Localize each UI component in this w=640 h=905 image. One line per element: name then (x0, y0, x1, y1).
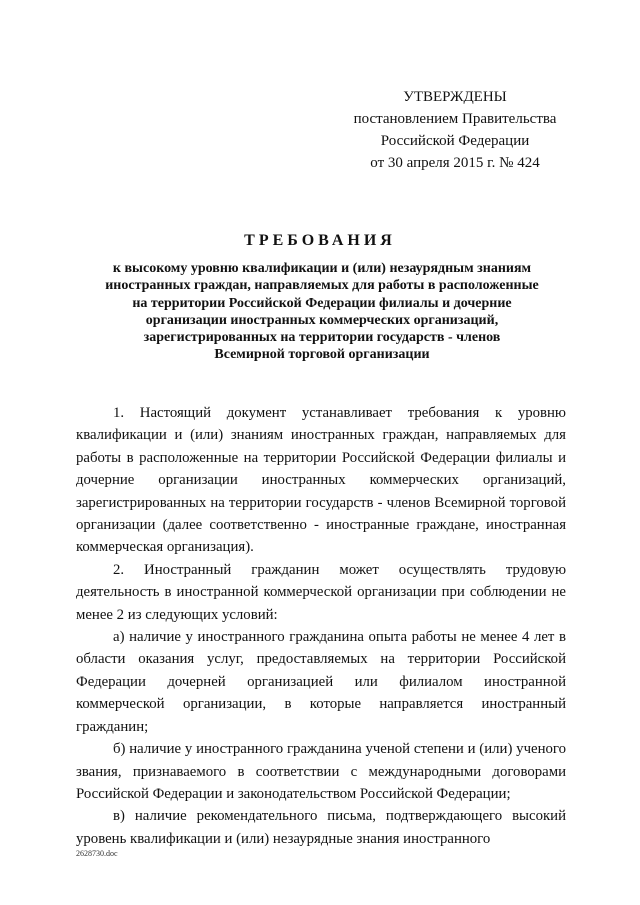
subtitle-line: Всемирной торговой организации (214, 347, 430, 363)
paragraph-2c: в) наличие рекомендательного письма, подтверждающего высокий уровень квалификации и (или) незаурядные знания иностранного (76, 808, 566, 847)
subtitle-line: к высокому уровню квалификации и (или) незаурядным знаниям (112, 261, 532, 276)
approval-heading: УТВЕРЖДЕНЫ (403, 89, 507, 105)
paragraph-2: 2. Иностранный гражданин может осуществлять трудовую деятельность в иностранной коммерческой организации при соблюдении не менее 2 из следующих условий: (76, 561, 566, 623)
approval-line-1: постановлением Правительства (353, 111, 557, 127)
subtitle-line: организации иностранных коммерческих организаций, (145, 312, 499, 328)
subtitle-line: иностранных граждан, направляемых для работы в расположенные (105, 278, 539, 294)
approval-block (340, 86, 570, 174)
subtitle-line: на территории Российской Федерации филиалы и дочерние (132, 295, 512, 311)
approval-line-2: Российской Федерации (380, 133, 530, 149)
paragraph-1: 1. Настоящий документ устанавливает требования к уровню квалификации и (или) знаниям иностранных граждан, направляемых для работы в расположенные на территории Российской Федерации филиалы и дочерние организации иностранных коммерческих организаций, зарегистрированных на территории государств - членов Всемирной торговой организации (далее соответственно - иностранные граждане, иностранная коммерческая организация). (76, 405, 566, 556)
footer-doc-code: 2628730.doc (76, 849, 118, 858)
paragraph-2a: а) наличие у иностранного гражданина опыта работы не менее 4 лет в области оказания услуг, предоставляемых на территории Российской Федерации дочерней организацией или филиалом иностранной коммерческой организации, в которые направляется иностранный гражданин; (76, 629, 566, 735)
document-subtitle (72, 260, 572, 364)
subtitle-line: зарегистрированных на территории государств - членов (143, 330, 501, 346)
paragraph-2b: б) наличие у иностранного гражданина ученой степени и (или) ученого звания, признаваемого в соответствии с международными договорами Российской Федерации и законодательством Российской Федерации; (76, 741, 566, 802)
document-body (76, 402, 566, 850)
document-title: ТРЕБОВАНИЯ (244, 232, 396, 249)
approval-line-3: от 30 апреля 2015 г. № 424 (370, 155, 540, 171)
